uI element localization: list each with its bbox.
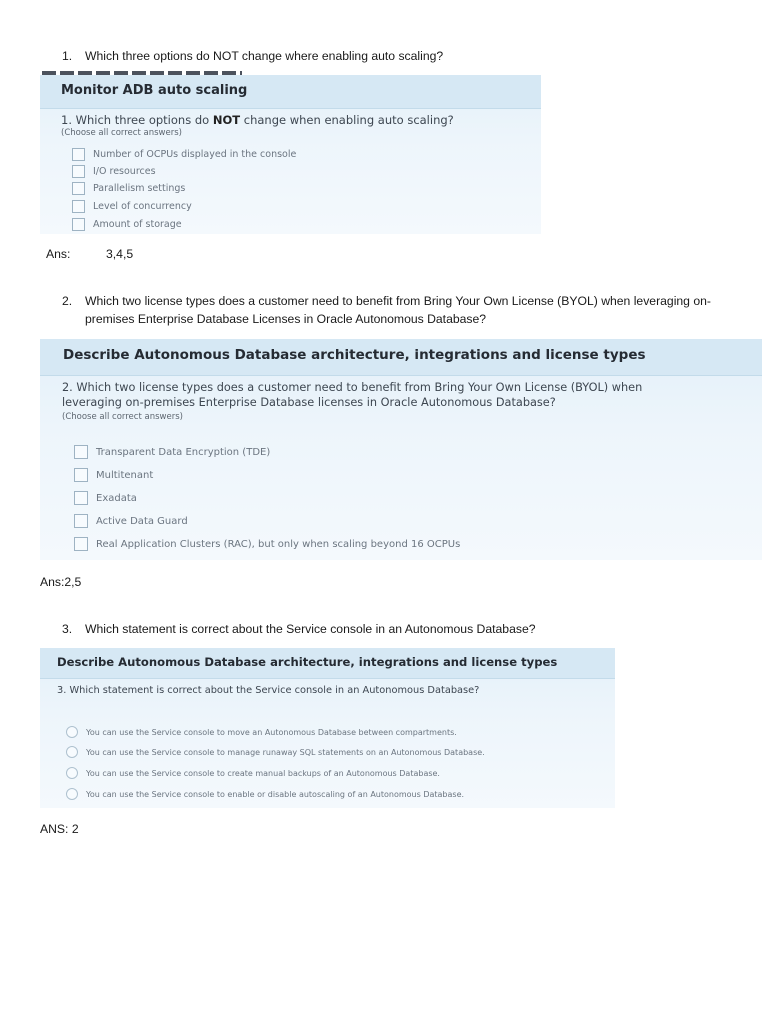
- question-1-answer-value: 3,4,5: [106, 247, 134, 261]
- screenshot-1-option[interactable]: Amount of storage: [72, 218, 182, 231]
- screenshot-2-option[interactable]: Multitenant: [74, 468, 153, 482]
- screenshot-1-option[interactable]: Number of OCPUs displayed in the console: [72, 148, 296, 161]
- screenshot-2-header: [40, 339, 762, 376]
- screenshot-1-option[interactable]: Parallelism settings: [72, 182, 185, 195]
- question-1-answer-label: Ans:: [46, 247, 71, 261]
- screenshot-1-option[interactable]: I/O resources: [72, 165, 156, 178]
- checkbox-icon[interactable]: [72, 148, 85, 161]
- screenshot-3-header-title: Describe Autonomous Database architecture, integrations and license types: [57, 655, 558, 669]
- question-2-title: [62, 293, 752, 327]
- checkbox-icon[interactable]: [72, 165, 85, 178]
- question-3-screenshot: [40, 648, 615, 808]
- question-1-screenshot: [40, 75, 541, 234]
- question-1-number: 1.: [62, 49, 73, 63]
- screenshot-3-question: 3. Which statement is correct about the Service console in an Autonomous Database?: [57, 685, 480, 696]
- screenshot-2-option[interactable]: Real Application Clusters (RAC), but only when scaling beyond 16 OCPUs: [74, 537, 460, 551]
- question-2-text-line2: premises Enterprise Database Licenses in Oracle Autonomous Database?: [85, 312, 487, 326]
- screenshot-2-option[interactable]: Active Data Guard: [74, 514, 188, 528]
- question-3-answer: ANS: 2: [40, 822, 79, 836]
- checkbox-icon[interactable]: [74, 468, 88, 482]
- question-2-number: 2.: [62, 294, 73, 308]
- screenshot-3-option[interactable]: You can use the Service console to create manual backups of an Autonomous Database.: [66, 767, 440, 779]
- screenshot-3-option[interactable]: You can use the Service console to manage runaway SQL statements on an Autonomous Database.: [66, 746, 485, 758]
- screenshot-2-question-line1: 2. Which two license types does a customer need to benefit from Bring Your Own License (BYOL) when: [62, 381, 643, 394]
- checkbox-icon[interactable]: [74, 491, 88, 505]
- radio-icon[interactable]: [66, 788, 78, 800]
- screenshot-2-option[interactable]: Transparent Data Encryption (TDE): [74, 445, 270, 459]
- screenshot-3-option[interactable]: You can use the Service console to move an Autonomous Database between compartments.: [66, 726, 457, 738]
- screenshot-3-header: [40, 648, 615, 679]
- screenshot-1-hint: (Choose all correct answers): [61, 128, 182, 138]
- question-2-screenshot: [40, 339, 762, 560]
- checkbox-icon[interactable]: [72, 182, 85, 195]
- radio-icon[interactable]: [66, 767, 78, 779]
- screenshot-2-hint: (Choose all correct answers): [62, 412, 183, 422]
- radio-icon[interactable]: [66, 726, 78, 738]
- checkbox-icon[interactable]: [72, 200, 85, 213]
- screenshot-3-option[interactable]: You can use the Service console to enable or disable autoscaling of an Autonomous Database.: [66, 788, 464, 800]
- question-3-text: Which statement is correct about the Service console in an Autonomous Database?: [85, 622, 536, 636]
- question-2-answer: Ans:2,5: [40, 575, 82, 589]
- question-2-text-line1: Which two license types does a customer need to benefit from Bring Your Own License (BYOL) when leveraging on-: [85, 294, 711, 308]
- screenshot-1-option[interactable]: Level of concurrency: [72, 200, 192, 213]
- screenshot-1-header-title: Monitor ADB auto scaling: [61, 83, 248, 98]
- question-1-text: Which three options do NOT change where enabling auto scaling?: [85, 49, 444, 63]
- checkbox-icon[interactable]: [74, 537, 88, 551]
- screenshot-2-question-line2: leveraging on-premises Enterprise Database licenses in Oracle Autonomous Database?: [62, 396, 556, 409]
- radio-icon[interactable]: [66, 746, 78, 758]
- question-3-number: 3.: [62, 622, 73, 636]
- checkbox-icon[interactable]: [74, 445, 88, 459]
- screenshot-2-header-title: Describe Autonomous Database architecture, integrations and license types: [63, 347, 646, 363]
- screenshot-1-header: [40, 75, 541, 109]
- checkbox-icon[interactable]: [74, 514, 88, 528]
- screenshot-1-question: 1. Which three options do NOT change when enabling auto scaling?: [61, 113, 454, 127]
- screenshot-2-option[interactable]: Exadata: [74, 491, 137, 505]
- checkbox-icon[interactable]: [72, 218, 85, 231]
